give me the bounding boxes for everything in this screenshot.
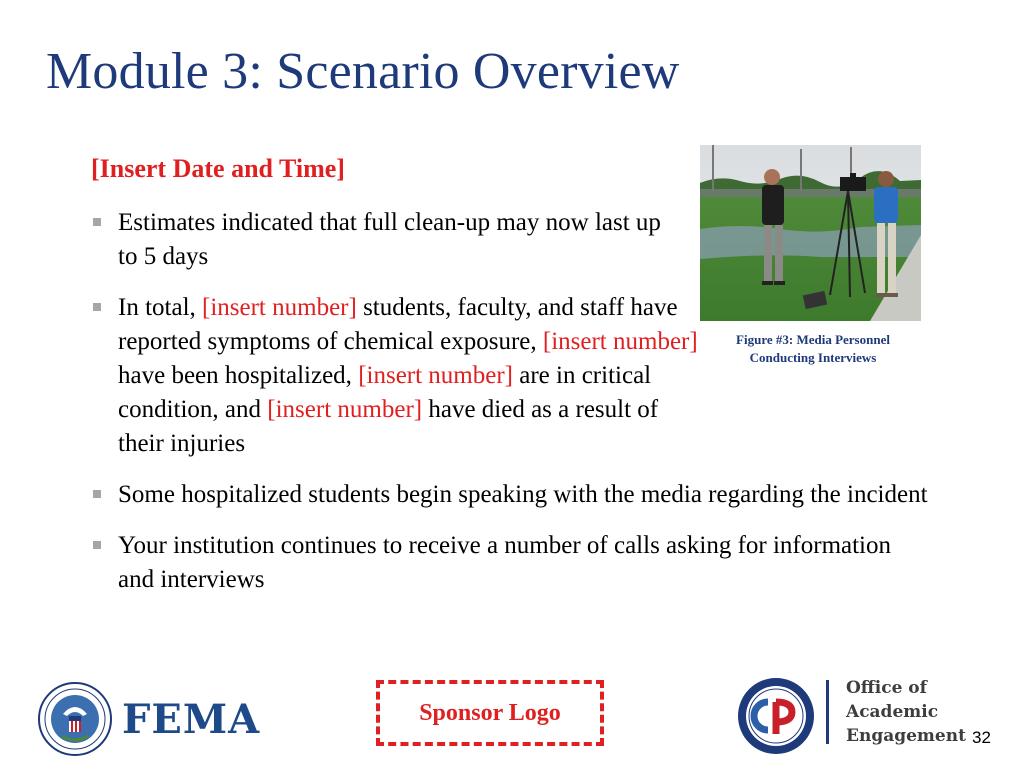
page-number: 32 — [972, 728, 991, 747]
bullet-marker-icon — [93, 218, 101, 226]
fema-logo-text: FEMA — [122, 696, 261, 743]
bullet-marker-icon — [93, 541, 101, 549]
bullet-item — [91, 529, 908, 597]
oae-line: Academic — [846, 702, 939, 722]
bullet-text: have died as a result of their injuries — [118, 396, 659, 457]
figure-caption-line: Conducting Interviews — [749, 350, 877, 365]
bullet-text: Estimates indicated that full clean-up may now last up to 5 days — [118, 209, 661, 270]
bullet-marker-icon — [93, 303, 101, 311]
bullet-text: students, faculty, and staff have reported symptoms of chemical exposure, — [118, 294, 678, 355]
bullet-item — [91, 206, 678, 274]
sponsor-logo-label: Sponsor Logo — [419, 699, 561, 726]
slide-title: Module 3: Scenario Overview — [46, 43, 680, 100]
oae-line: Engagement — [846, 726, 966, 746]
date-time-placeholder: [Insert Date and Time] — [91, 154, 345, 183]
bullet-item — [91, 478, 938, 512]
office-academic-engagement-logo — [846, 676, 966, 748]
insert-number-placeholder: [insert number] — [202, 294, 357, 321]
figure-caption — [700, 331, 926, 367]
media-interview-photo — [700, 145, 921, 321]
dhs-seal-icon — [38, 682, 112, 756]
insert-number-placeholder: [insert number] — [358, 362, 513, 389]
bullet-marker-icon — [93, 490, 101, 498]
bullet-text: Your institution continues to receive a number of calls asking for information and interviews — [118, 532, 891, 593]
media-interview-image — [700, 145, 921, 321]
insert-number-placeholder: [insert number] — [542, 328, 698, 355]
bullet-text: Some hospitalized students begin speaking with the media regarding the incident — [118, 481, 928, 508]
campus-resilience-seal-icon — [736, 676, 816, 756]
insert-number-placeholder: [insert number] — [267, 396, 423, 423]
bullet-text: are in critical condition, and — [118, 362, 652, 423]
bullet-text: In total, — [118, 294, 203, 321]
sponsor-logo-placeholder — [376, 680, 604, 746]
logo-divider — [826, 680, 829, 744]
oae-line: Office of — [846, 678, 927, 698]
figure-caption-line: Figure #3: Media Personnel — [736, 332, 890, 347]
bullet-text: have been hospitalized, — [118, 362, 359, 389]
bullet-item — [91, 291, 698, 461]
